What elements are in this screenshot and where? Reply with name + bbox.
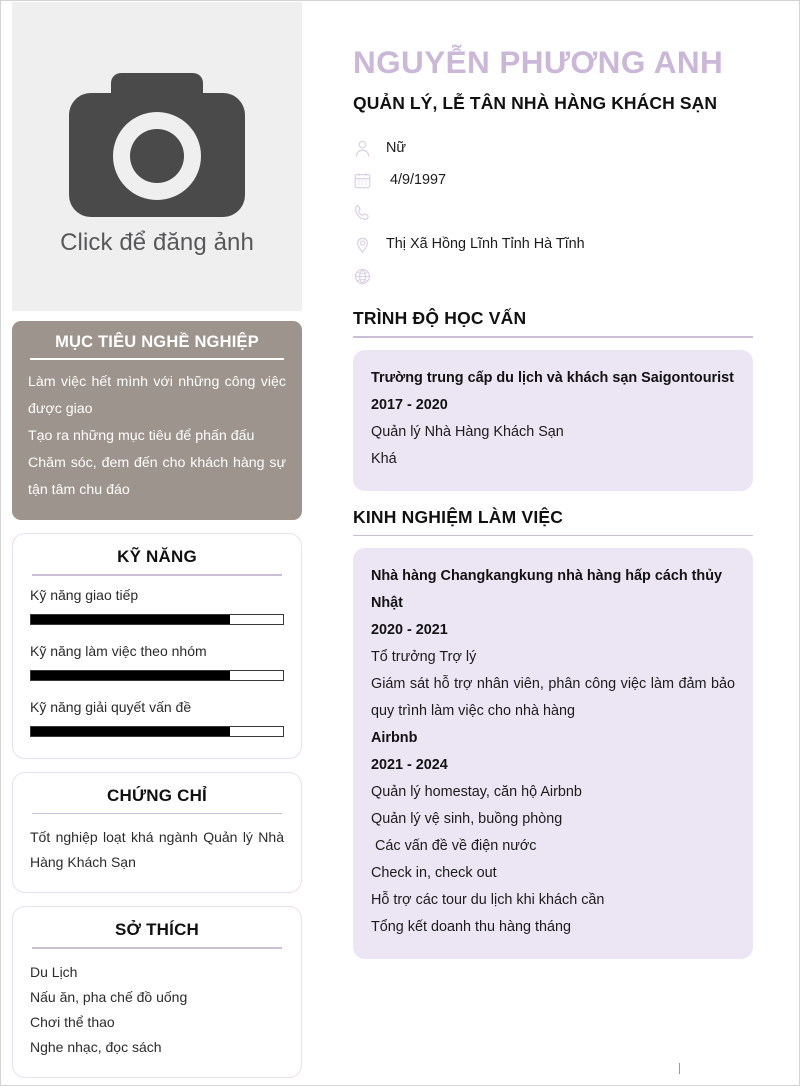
hobby-item: Nấu ăn, pha chế đồ uống — [30, 988, 188, 1005]
candidate-name[interactable]: NGUYỄN PHƯƠNG ANH — [353, 44, 724, 80]
photo-upload-label: Click để đăng ảnh — [60, 228, 254, 256]
experience-divider — [353, 535, 753, 537]
phone-icon — [353, 203, 372, 222]
text-cursor-caret — [679, 1063, 680, 1074]
contact-value-gender: Nữ — [386, 140, 407, 156]
contact-row-website[interactable] — [353, 260, 753, 292]
contact-row-phone[interactable] — [353, 196, 753, 228]
education-school: Trường trung cấp du lịch và khách sạn Saigontourist — [371, 369, 734, 386]
experience-panel[interactable] — [353, 548, 753, 959]
education-heading: TRÌNH ĐỘ HỌC VẤN — [353, 308, 527, 328]
education-divider — [353, 336, 753, 338]
certificates-divider — [32, 813, 282, 815]
experience-section — [353, 507, 753, 960]
experience-detail: Hỗ trợ các tour du lịch khi khách cần — [371, 892, 605, 909]
calendar-icon — [353, 171, 372, 190]
skill-label: Kỹ năng giải quyết vấn đề — [30, 698, 192, 715]
skills-card — [12, 533, 302, 759]
career-objective-title: MỤC TIÊU NGHỀ NGHIỆP — [55, 333, 259, 351]
contact-value-birthdate: 4/9/1997 — [386, 172, 447, 188]
experience-entry — [371, 563, 735, 725]
main-content — [353, 41, 753, 959]
experience-entry — [371, 725, 735, 941]
contact-row-birthdate[interactable] — [353, 164, 753, 196]
hobby-item: Nghe nhạc, đọc sách — [30, 1038, 162, 1055]
education-years: 2017 - 2020 — [371, 396, 448, 413]
skill-progress-fill — [31, 727, 230, 736]
education-entry[interactable] — [353, 350, 753, 491]
experience-company: Nhà hàng Changkangkung nhà hàng hấp cách thủy Nhật — [371, 568, 722, 612]
skills-divider — [32, 574, 282, 576]
career-objective-line: Chăm sóc, đem đến cho khách hàng sự tận tâm chu đáo — [28, 455, 286, 498]
hobbies-divider — [32, 947, 282, 949]
skill-label: Kỹ năng giao tiếp — [30, 586, 139, 603]
contact-value-address: Thị Xã Hồng Lĩnh Tỉnh Hà Tĩnh — [386, 236, 585, 252]
skill-progress-fill — [31, 671, 230, 680]
skill-progress-fill — [31, 615, 230, 624]
skill-progress-bar — [30, 614, 284, 625]
skills-title: KỸ NĂNG — [117, 547, 197, 566]
experience-detail: Check in, check out — [371, 865, 497, 882]
location-pin-icon — [353, 235, 372, 254]
camera-icon — [59, 57, 255, 223]
experience-detail: Các vấn đề về điện nước — [371, 838, 537, 855]
experience-detail: Quản lý vệ sinh, buồng phòng — [371, 811, 563, 828]
hobbies-title: SỞ THÍCH — [114, 920, 200, 940]
photo-upload-area[interactable] — [12, 2, 302, 311]
career-objective-divider — [30, 358, 284, 360]
hobby-item: Du Lịch — [30, 963, 78, 980]
candidate-job-title[interactable]: QUẢN LÝ, LỄ TÂN NHÀ HÀNG KHÁCH SẠN — [353, 93, 718, 113]
skill-label: Kỹ năng làm việc theo nhóm — [30, 642, 207, 659]
experience-years: 2020 - 2021 — [371, 622, 448, 639]
experience-role: Tổ trưởng Trợ lý — [371, 649, 477, 666]
education-section — [353, 308, 753, 491]
experience-years: 2021 - 2024 — [371, 757, 448, 774]
skill-progress-bar — [30, 726, 284, 737]
career-objective-block — [12, 321, 302, 520]
certificates-title: CHỨNG CHỈ — [107, 785, 207, 805]
experience-heading: KINH NGHIỆM LÀM VIỆC — [353, 506, 564, 527]
contact-row-address[interactable] — [353, 228, 753, 260]
career-objective-line: Tạo ra những mục tiêu để phấn đấu — [28, 428, 255, 444]
certificates-card — [12, 772, 302, 894]
experience-detail: Quản lý homestay, căn hộ Airbnb — [371, 784, 582, 801]
skill-progress-bar — [30, 670, 284, 681]
person-icon — [353, 139, 372, 158]
experience-company: Airbnb — [371, 730, 418, 747]
experience-detail: Tổng kết doanh thu hàng tháng — [371, 919, 572, 936]
contact-row-gender[interactable] — [353, 132, 753, 164]
globe-icon — [353, 267, 372, 286]
experience-detail: Giám sát hỗ trợ nhân viên, phân công việc làm đảm bảo quy trình làm việc cho nhà hàng — [371, 676, 735, 720]
contact-list — [353, 132, 753, 292]
left-sidebar — [12, 2, 302, 1074]
certificates-text: Tốt nghiệp loạt khá ngành Quản lý Nhà Hàng Khách Sạn — [30, 829, 284, 871]
education-major: Quản lý Nhà Hàng Khách Sạn — [371, 423, 564, 440]
education-grade: Khá — [371, 450, 397, 467]
hobbies-card — [12, 906, 302, 1078]
career-objective-line: Làm việc hết mình với những công việc được giao — [28, 374, 286, 417]
hobby-item: Chơi thể thao — [30, 1013, 115, 1030]
